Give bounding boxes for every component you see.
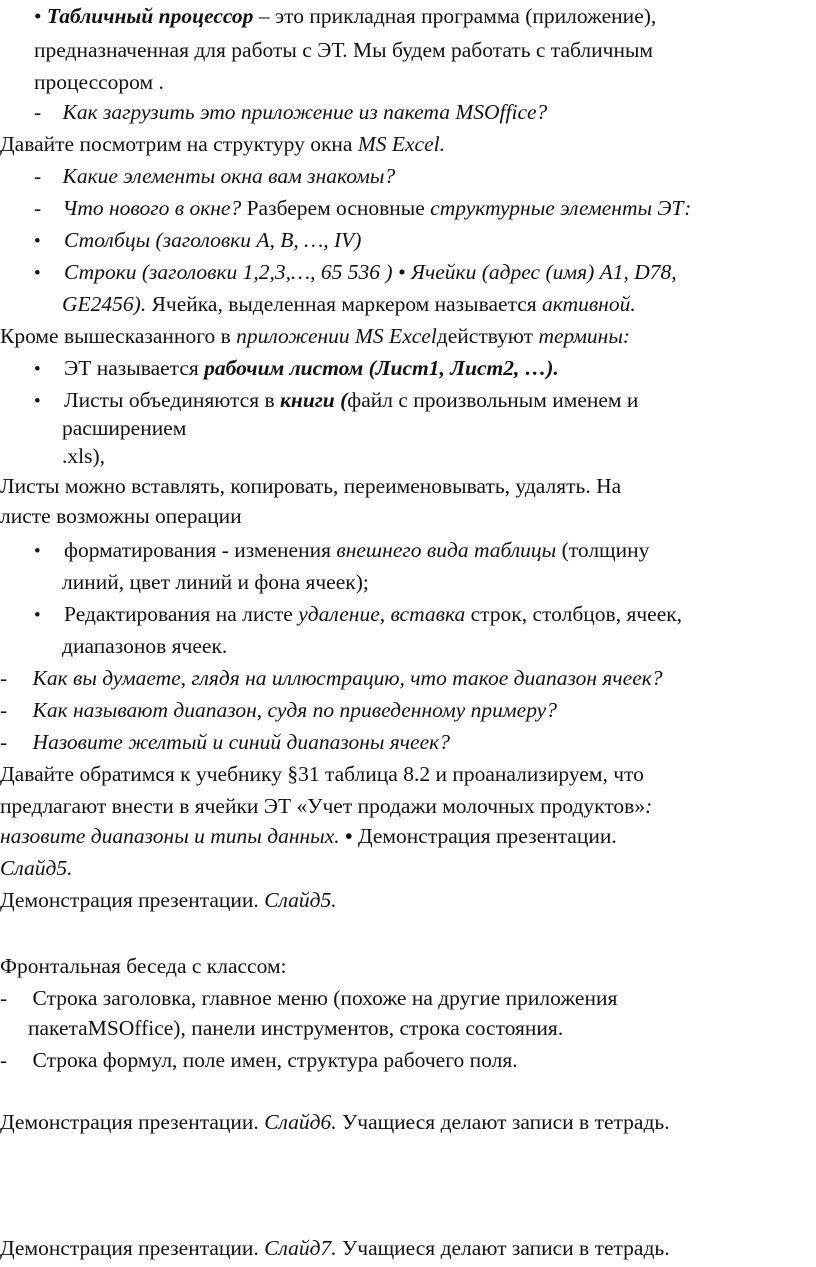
text: Кроме вышесказанного в — [0, 324, 237, 348]
appearance-term: внешнего вида таблицы — [336, 538, 557, 562]
terms-label: термины: — [538, 324, 631, 348]
rows-line-2 — [62, 294, 636, 316]
dash-marker: - — [0, 666, 8, 690]
question-range — [0, 668, 663, 690]
text: Редактирования на листе — [64, 602, 299, 626]
text: Листы объединяются в — [64, 388, 281, 412]
bullet-marker: • — [34, 359, 41, 380]
colon: : — [645, 794, 653, 818]
intro-text: это прикладная программа (приложение), — [274, 4, 657, 28]
question-text: Назовите желтый и синий диапазоны ячеек? — [32, 730, 450, 754]
worksheet-term: рабочим листом (Лист1, Лист2, …). — [204, 356, 559, 380]
question-text: Как вы думаете, глядя на иллюстрацию, что такое диапазон ячеек? — [32, 666, 663, 690]
demo-slide5 — [0, 890, 337, 912]
bullet-marker: • — [34, 4, 42, 28]
text: ЭТ называется — [64, 356, 205, 380]
demo-slide6 — [0, 1112, 670, 1134]
workbooks-line-3: .xls), — [62, 444, 105, 468]
slide-label: Слайд6. — [264, 1110, 337, 1134]
workbooks-line-2: расширением — [62, 416, 187, 440]
term-tabular-processor: Табличный процессор — [46, 4, 254, 28]
dash-marker: - — [0, 698, 8, 722]
dash-marker: - — [0, 986, 8, 1010]
textbook-line-1: Давайте обратимся к учебнику §31 таблица 8.2 и проанализируем, что — [0, 762, 644, 786]
text: Учащиеся делают записи в тетрадь. — [336, 1110, 670, 1134]
intro-line-1 — [34, 6, 656, 28]
demo-slide7 — [0, 1238, 670, 1260]
text: Давайте посмотрим на структуру окна — [0, 132, 358, 156]
bullet-marker: • — [34, 605, 41, 626]
question-text: Какие элементы окна вам знакомы? — [62, 164, 396, 188]
slide-label: Слайд7. — [264, 1236, 337, 1260]
text: предлагают внести в ячейки ЭТ «Учет продажи молочных продуктов» — [0, 794, 646, 818]
columns-text: Столбцы (заголовки A, B, …, IV) — [64, 228, 362, 252]
question-text: Как загрузить это приложение из пакета MSOffice? — [62, 100, 548, 124]
excel-app-term: приложении MS Excel — [236, 324, 437, 348]
intro-line-2: предназначенная для работы с ЭТ. Мы будем работать с табличным — [34, 38, 654, 62]
rows-text: Строки (заголовки 1,2,3,…, 65 536 ) • Ячейки (адрес (имя) A1, D78, — [64, 260, 677, 284]
bullet-columns — [34, 230, 361, 252]
dash: – — [253, 4, 275, 28]
ms-excel-term: MS Excel. — [357, 132, 445, 156]
textbook-line-2 — [0, 796, 652, 818]
bullet-rows — [34, 262, 677, 284]
slide-label: Слайд5. — [0, 856, 73, 880]
bullet-marker: • — [34, 391, 41, 412]
bullet-marker: • — [34, 263, 41, 284]
cell-example: GE2456). — [62, 292, 147, 316]
editing-line-2: диапазонов ячеек. — [62, 634, 228, 658]
question-range-name — [0, 700, 557, 722]
question-text: Как называют диапазон, судя по приведенному примеру? — [32, 698, 557, 722]
bullet-formatting — [34, 540, 649, 562]
text: Демонстрация презентации. — [0, 888, 265, 912]
text: (толщину — [556, 538, 650, 562]
bullet-marker: • — [339, 824, 358, 848]
dash-marker: - — [34, 100, 42, 124]
textbook-line-3 — [0, 826, 617, 848]
sheets-operations-line-2: листе возможны операции — [0, 504, 242, 528]
dash-marker: - — [0, 1048, 8, 1072]
intro-line-3: процессором . — [34, 70, 164, 94]
task-text: назовите диапазоны и типы данных. — [0, 824, 340, 848]
question-colored-ranges — [0, 732, 450, 754]
question-text: Что нового в окне? — [62, 196, 242, 220]
formatting-line-2: линий, цвет линий и фона ячеек); — [62, 570, 369, 594]
text: Демонстрация презентации. — [357, 824, 617, 848]
terms-paragraph — [0, 326, 630, 348]
edit-operations-term: удаление, вставка — [298, 602, 466, 626]
text: Ячейка, выделенная маркером называется — [146, 292, 543, 316]
dash-item-title-bar-line-2: пакетаMSOffice), панели инструментов, строка состояния. — [28, 1016, 564, 1040]
text: строк, столбцов, ячеек, — [465, 602, 683, 626]
book-term: книги ( — [280, 388, 348, 412]
active-term: активной. — [542, 292, 636, 316]
structural-elements-term: структурные элементы ЭТ: — [430, 196, 692, 220]
text: Демонстрация презентации. — [0, 1236, 265, 1260]
sheets-operations-line-1: Листы можно вставлять, копировать, переименовывать, удалять. На — [0, 474, 622, 498]
text: Строка заголовка, главное меню (похоже на другие приложения — [32, 986, 618, 1010]
bullet-editing — [34, 604, 682, 626]
bullet-marker: • — [34, 541, 41, 562]
text: Учащиеся делают записи в тетрадь. — [336, 1236, 670, 1260]
text: Разберем основные — [241, 196, 431, 220]
dash-item-formula-bar — [0, 1050, 518, 1072]
bullet-workbooks — [34, 390, 638, 412]
dash-item-title-bar — [0, 988, 617, 1010]
dash-marker: - — [34, 164, 42, 188]
text: форматирования - изменения — [64, 538, 337, 562]
textbook-line-4 — [0, 858, 72, 880]
question-known-elements — [34, 166, 395, 188]
slide-label: Слайд5. — [264, 888, 337, 912]
dash-marker: - — [0, 730, 8, 754]
text: файл с произвольным именем и — [347, 388, 639, 412]
text: действуют — [436, 324, 539, 348]
question-load-app — [34, 102, 547, 124]
text: Строка формул, поле имен, структура рабочего поля. — [32, 1048, 518, 1072]
bullet-marker: • — [34, 231, 41, 252]
frontal-talk-heading: Фронтальная беседа с классом: — [0, 954, 287, 978]
dash-marker: - — [34, 196, 42, 220]
text: Демонстрация презентации. — [0, 1110, 265, 1134]
question-whats-new — [34, 198, 691, 220]
structure-paragraph — [0, 134, 445, 156]
bullet-worksheet — [34, 358, 559, 380]
